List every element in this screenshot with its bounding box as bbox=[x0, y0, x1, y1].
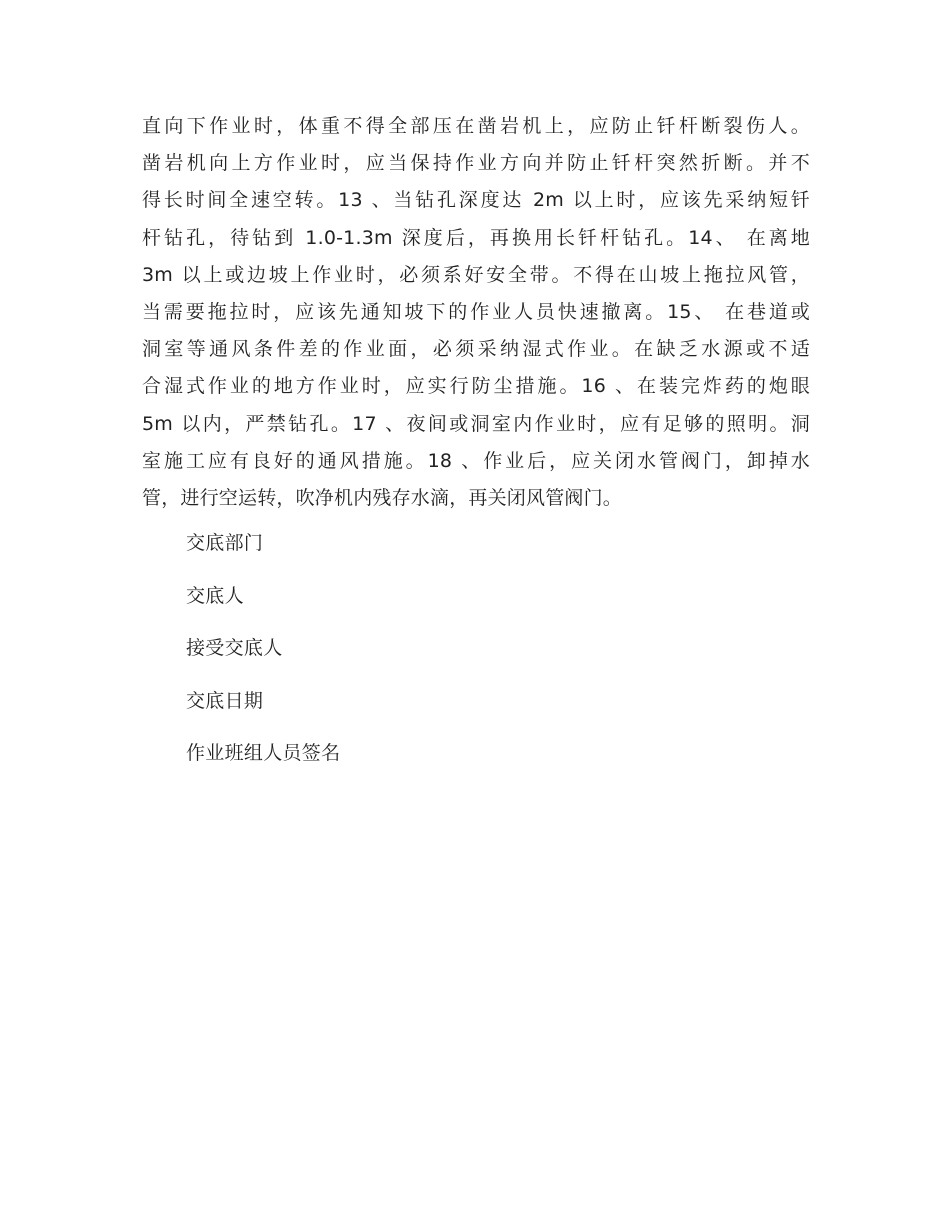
paragraph-line: 凿岩机向上方作业时，应当保持作业方向并防止钎杆突然折断。并不 bbox=[142, 152, 810, 175]
field-label-briefing-date: 交底日期 bbox=[186, 689, 264, 712]
safety-instructions-paragraph bbox=[142, 108, 810, 517]
field-label-briefing-department: 交底部门 bbox=[186, 532, 264, 554]
paragraph-line: 直向下作业时，体重不得全部压在凿岩机上，应防止钎杆断裂伤人。 bbox=[142, 115, 810, 137]
field-label-team-signatures: 作业班组人员签名 bbox=[186, 742, 341, 764]
paragraph-line: 管，进行空运转，吹净机内残存水滴，再关闭风管阀门。 bbox=[142, 487, 623, 510]
field-label-briefing-recipient: 接受交底人 bbox=[186, 637, 283, 659]
paragraph-line: 5m 以内，严禁钻孔。17 、夜间或洞室内作业时，应有足够的照明。洞 bbox=[142, 412, 810, 435]
paragraph-line: 室施工应有良好的通风措施。18 、作业后，应关闭水管阀门，卸掉水 bbox=[142, 449, 810, 472]
paragraph-line: 洞室等通风条件差的作业面，必须采纳湿式作业。在缺乏水源或不适 bbox=[142, 338, 810, 361]
field-label-briefing-person: 交底人 bbox=[186, 584, 244, 607]
sign-off-field-list bbox=[186, 530, 340, 793]
paragraph-line: 得长时间全速空转。13 、当钻孔深度达 2m 以上时，应该先采纳短钎 bbox=[142, 189, 810, 212]
paragraph-line: 合湿式作业的地方作业时，应实行防尘措施。16 、在装完炸药的炮眼 bbox=[142, 375, 810, 398]
paragraph-line: 3m 以上或边坡上作业时，必须系好安全带。不得在山坡上拖拉风管， bbox=[142, 263, 810, 286]
paragraph-line: 杆钻孔，待钻到 1.0-1.3m 深度后，再换用长钎杆钻孔。14、 在离地 bbox=[142, 226, 810, 249]
paragraph-line: 当需要拖拉时，应该先通知坡下的作业人员快速撤离。15、 在巷道或 bbox=[142, 301, 810, 324]
